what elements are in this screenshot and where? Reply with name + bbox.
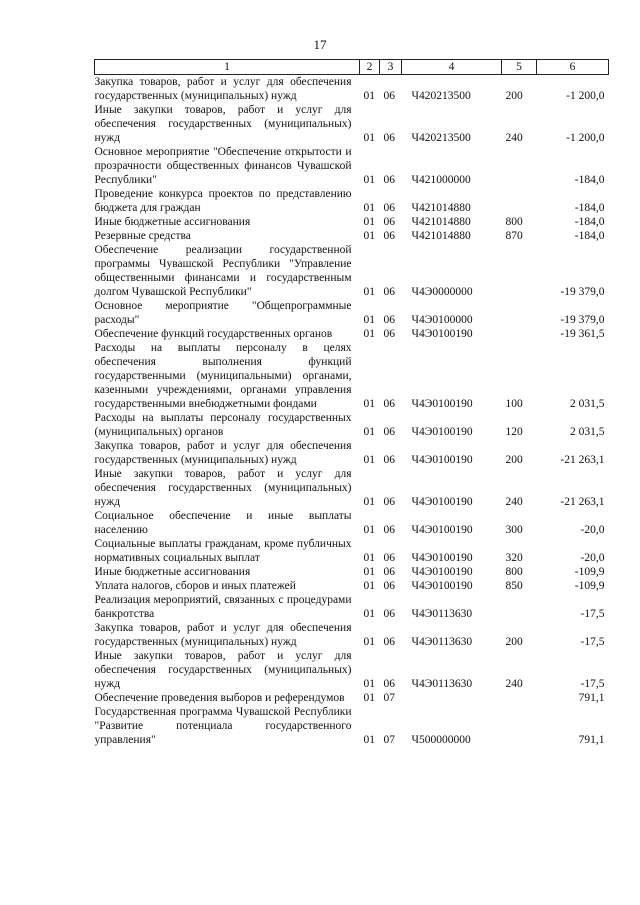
row-expense-type: 240 [505, 132, 523, 144]
row-subsection-code: 06 [383, 328, 395, 340]
table-row [95, 299, 609, 327]
row-target-article: Ч500000000 [411, 734, 471, 746]
row-name: Иные закупки товаров, работ и услуг для обеспечения государственных (муниципальных) нужд [94, 104, 352, 144]
row-amount: -19 379,0 [560, 314, 605, 326]
row-expense-type [502, 593, 537, 621]
row-expense-type [502, 299, 537, 327]
row-name: Проведение конкурса проектов по представлению бюджета для граждан [94, 188, 352, 214]
row-expense-type: 240 [505, 678, 523, 690]
table-row [95, 341, 609, 411]
header-col-3: 3 [380, 60, 402, 75]
row-expense-type: 320 [505, 552, 523, 564]
row-target-article: Ч421014880 [411, 202, 471, 214]
table-row [95, 705, 609, 747]
table-row [95, 649, 609, 691]
row-target-article: Ч420213500 [411, 132, 471, 144]
row-target-article: Ч4Э0100190 [411, 454, 473, 466]
row-target-article: Ч4Э0113630 [411, 608, 473, 620]
row-target-article: Ч421000000 [411, 174, 471, 186]
row-subsection-code: 06 [383, 636, 395, 648]
row-section-code: 01 [363, 202, 375, 214]
table-row [95, 621, 609, 649]
row-amount: -17,5 [580, 636, 605, 648]
row-subsection-code: 06 [383, 580, 395, 592]
row-section-code: 01 [363, 636, 375, 648]
table-row [95, 691, 609, 705]
row-name: Иные закупки товаров, работ и услуг для обеспечения государственных (муниципальных) нужд [94, 650, 352, 690]
row-expense-type: 200 [505, 90, 523, 102]
row-section-code: 01 [363, 216, 375, 228]
row-amount: -17,5 [580, 678, 605, 690]
table-row [95, 537, 609, 565]
row-name: Иные бюджетные ассигнования [94, 216, 251, 228]
header-col-6: 6 [537, 60, 609, 75]
row-amount: -21 263,1 [560, 454, 605, 466]
row-amount: 791,1 [578, 734, 605, 746]
row-name: Основное мероприятие "Обеспечение открытости и прозрачности общественных финансов Чувашской Республики" [94, 146, 352, 186]
row-target-article: Ч4Э0000000 [411, 286, 473, 298]
row-subsection-code: 06 [383, 216, 395, 228]
row-section-code: 01 [363, 230, 375, 242]
row-section-code: 01 [363, 580, 375, 592]
row-amount: -109,9 [574, 566, 605, 578]
row-target-article: Ч4Э0113630 [411, 636, 473, 648]
row-amount: -1 200,0 [566, 90, 605, 102]
row-subsection-code: 06 [383, 552, 395, 564]
row-subsection-code: 06 [383, 90, 395, 102]
row-target-article: Ч420213500 [411, 90, 471, 102]
row-section-code: 01 [363, 90, 375, 102]
row-target-article: Ч4Э0100190 [411, 552, 473, 564]
row-target-article: Ч421014880 [411, 216, 471, 228]
row-name: Закупка товаров, работ и услуг для обеспечения государственных (муниципальных) нужд [94, 622, 352, 648]
row-amount: -109,9 [574, 580, 605, 592]
row-name: Закупка товаров, работ и услуг для обеспечения государственных (муниципальных) нужд [94, 76, 352, 102]
row-section-code: 01 [363, 426, 375, 438]
row-expense-type: 870 [505, 230, 523, 242]
row-name: Закупка товаров, работ и услуг для обеспечения государственных (муниципальных) нужд [94, 440, 352, 466]
row-section-code: 01 [363, 314, 375, 326]
row-name: Социальные выплаты гражданам, кроме публичных нормативных социальных выплат [94, 538, 352, 564]
row-name: Основное мероприятие "Общепрограммные расходы" [94, 300, 352, 326]
row-amount: -184,0 [574, 202, 605, 214]
row-expense-type [502, 691, 537, 705]
table-row [95, 467, 609, 509]
row-expense-type: 300 [505, 524, 523, 536]
row-subsection-code: 06 [383, 454, 395, 466]
table-row [95, 243, 609, 299]
table-row [95, 565, 609, 579]
row-amount: -184,0 [574, 174, 605, 186]
row-expense-type: 200 [505, 454, 523, 466]
row-amount: -184,0 [574, 230, 605, 242]
row-expense-type [502, 187, 537, 215]
row-target-article: Ч4Э0113630 [411, 678, 473, 690]
row-expense-type: 240 [505, 496, 523, 508]
row-amount: -20,0 [580, 552, 605, 564]
header-col-1: 1 [95, 60, 360, 75]
row-amount: -184,0 [574, 216, 605, 228]
row-section-code: 01 [363, 454, 375, 466]
row-subsection-code: 06 [383, 398, 395, 410]
row-expense-type: 850 [505, 580, 523, 592]
table-row [95, 215, 609, 229]
table-row [95, 509, 609, 537]
row-name: Социальное обеспечение и иные выплаты населению [94, 510, 352, 536]
table-row [95, 229, 609, 243]
row-section-code: 01 [363, 678, 375, 690]
row-target-article: Ч4Э0100190 [411, 496, 473, 508]
row-name: Обеспечение реализации государственной программы Чувашской Республики "Управление общественными финансами и государственным долгом Чувашской Республики" [94, 244, 352, 298]
row-subsection-code: 06 [383, 496, 395, 508]
row-expense-type [502, 705, 537, 747]
row-expense-type: 100 [505, 398, 523, 410]
table-row [95, 187, 609, 215]
row-section-code: 01 [363, 286, 375, 298]
table-row [95, 439, 609, 467]
row-target-article: Ч4Э0100190 [411, 524, 473, 536]
row-section-code: 01 [363, 174, 375, 186]
row-amount: 2 031,5 [570, 398, 605, 410]
row-subsection-code: 06 [383, 314, 395, 326]
row-expense-type: 120 [505, 426, 523, 438]
row-amount: -17,5 [580, 608, 605, 620]
table-row [95, 593, 609, 621]
row-amount: -19 379,0 [560, 286, 605, 298]
row-name: Расходы на выплаты персоналу государственных (муниципальных) органов [94, 412, 352, 438]
row-amount: -20,0 [580, 524, 605, 536]
row-subsection-code: 06 [383, 426, 395, 438]
row-amount: -21 263,1 [560, 496, 605, 508]
row-name: Уплата налогов, сборов и иных платежей [94, 580, 296, 592]
row-expense-type: 800 [505, 566, 523, 578]
row-subsection-code: 07 [383, 734, 395, 746]
row-target-article: Ч4Э0100190 [411, 398, 473, 410]
row-section-code: 01 [363, 328, 375, 340]
row-name: Обеспечение функций государственных органов [94, 328, 333, 340]
table-body [95, 75, 609, 748]
row-target-article: Ч4Э0100190 [411, 426, 473, 438]
row-section-code: 01 [363, 692, 375, 704]
row-name: Расходы на выплаты персоналу в целях обеспечения выполнения функций государственными (муниципальными) органами, казенными учреждениями, органами управления государственными внебюджетными фондами [94, 342, 352, 410]
row-section-code: 01 [363, 524, 375, 536]
table-header-row [95, 60, 609, 75]
row-amount: 2 031,5 [570, 426, 605, 438]
table-row [95, 103, 609, 145]
row-subsection-code: 06 [383, 566, 395, 578]
row-subsection-code: 06 [383, 678, 395, 690]
row-name: Государственная программа Чувашской Республики "Развитие потенциала государственного управления" [94, 706, 352, 746]
row-section-code: 01 [363, 132, 375, 144]
row-section-code: 01 [363, 608, 375, 620]
row-expense-type [502, 145, 537, 187]
budget-table [94, 59, 609, 747]
table-row [95, 327, 609, 341]
row-subsection-code: 06 [383, 174, 395, 186]
row-subsection-code: 06 [383, 286, 395, 298]
row-section-code: 01 [363, 734, 375, 746]
table-row [95, 579, 609, 593]
header-col-5: 5 [502, 60, 537, 75]
row-name: Реализация мероприятий, связанных с процедурами банкротства [94, 594, 352, 620]
row-target-article: Ч4Э0100000 [411, 314, 473, 326]
row-expense-type [502, 327, 537, 341]
row-subsection-code: 06 [383, 608, 395, 620]
row-subsection-code: 06 [383, 202, 395, 214]
row-subsection-code: 06 [383, 230, 395, 242]
row-name: Обеспечение проведения выборов и референдумов [94, 692, 345, 704]
header-col-4: 4 [402, 60, 502, 75]
row-target-article [402, 691, 502, 705]
table-row [95, 145, 609, 187]
row-amount: 791,1 [578, 692, 605, 704]
row-subsection-code: 06 [383, 524, 395, 536]
row-expense-type: 200 [505, 636, 523, 648]
row-expense-type: 800 [505, 216, 523, 228]
row-subsection-code: 07 [383, 692, 395, 704]
row-name: Иные бюджетные ассигнования [94, 566, 251, 578]
row-target-article: Ч421014880 [411, 230, 471, 242]
row-amount: -1 200,0 [566, 132, 605, 144]
row-section-code: 01 [363, 566, 375, 578]
row-name: Резервные средства [94, 230, 191, 242]
row-amount: -19 361,5 [560, 328, 605, 340]
row-target-article: Ч4Э0100190 [411, 580, 473, 592]
row-name: Иные закупки товаров, работ и услуг для обеспечения государственных (муниципальных) нужд [94, 468, 352, 508]
row-section-code: 01 [363, 552, 375, 564]
row-target-article: Ч4Э0100190 [411, 566, 473, 578]
row-expense-type [502, 243, 537, 299]
table-row [95, 75, 609, 104]
table-row [95, 411, 609, 439]
page-number: 17 [313, 37, 327, 52]
header-col-2: 2 [360, 60, 380, 75]
row-section-code: 01 [363, 398, 375, 410]
row-section-code: 01 [363, 496, 375, 508]
row-target-article: Ч4Э0100190 [411, 328, 473, 340]
row-subsection-code: 06 [383, 132, 395, 144]
